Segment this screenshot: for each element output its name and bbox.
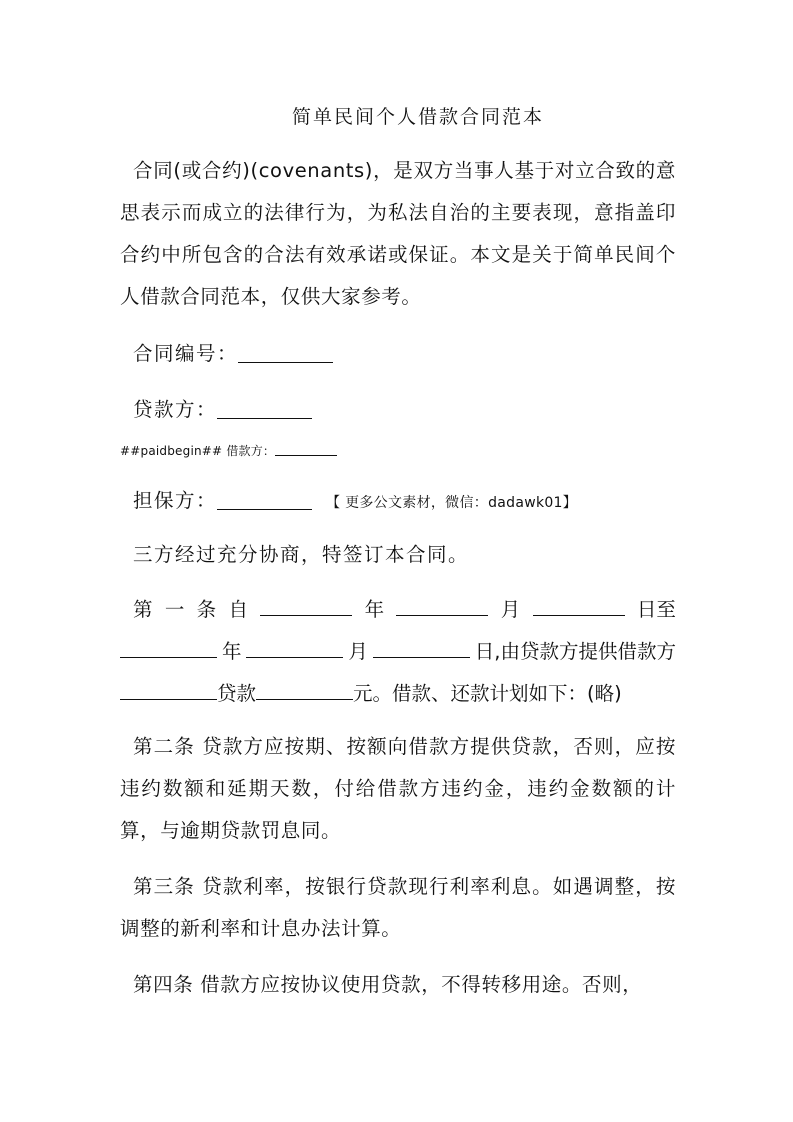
article-2: 第二条 贷款方应按期、按额向借款方提供贷款，否则，应按违约数额和延期天数，付给借款方违约金，违约金数额的计算，与逾期贷款罚息同。 [120, 735, 676, 842]
contract-number-line [133, 340, 333, 368]
article-1-word: 条 [196, 598, 217, 621]
lender-label: 贷款方： [133, 398, 218, 421]
article-1-blank [373, 637, 470, 658]
paid-marker: ##paidbegin## [120, 444, 223, 458]
article-1-row-3 [120, 678, 676, 706]
article-1-blank [533, 595, 625, 616]
promo-text: 【 更多公文素材，微信：dadawk01】 [326, 495, 578, 511]
article-1-loan: 贷款 [217, 682, 257, 705]
guarantor-blank [217, 489, 312, 510]
document-title: 简单民间个人借款合同范本 [291, 106, 544, 128]
article-1-year: 年 [364, 598, 385, 621]
article-1-blank [256, 679, 353, 700]
article-1-blank [260, 595, 352, 616]
article-1-row-1 [133, 594, 676, 622]
contract-number-blank [238, 342, 333, 363]
borrower-label: 借款方： [226, 444, 276, 458]
article-1-blank [120, 679, 217, 700]
article-1-blank [396, 595, 488, 616]
article-1-word: 第 [133, 598, 153, 621]
agreement-line: 三方经过充分协商，特签订本合同。 [133, 543, 470, 566]
article-1-day-to: 日至 [636, 598, 676, 621]
contract-number-label: 合同编号： [133, 342, 239, 365]
lender-blank [217, 398, 312, 419]
guarantor-line [133, 487, 577, 517]
article-1-blank [246, 637, 343, 658]
lender-line [133, 396, 312, 424]
article-1-yuan: 元。借款、还款计划如下：(略) [353, 682, 622, 705]
article-1-month-2: 月 [348, 640, 368, 663]
borrower-line [120, 442, 337, 460]
article-1-row-2 [120, 636, 676, 664]
guarantor-label: 担保方： [133, 489, 218, 512]
article-1-word: 自 [228, 598, 248, 621]
article-1-day-lender: 日,由贷款方提供借款方 [474, 640, 676, 663]
article-1-month: 月 [500, 598, 521, 621]
article-1-year-2: 年 [221, 640, 242, 663]
borrower-blank [275, 443, 337, 456]
article-1-word: 一 [164, 598, 185, 621]
article-3: 第三条 贷款利率，按银行贷款现行利率利息。如遇调整，按调整的新利率和计息办法计算。 [120, 875, 676, 940]
article-1-blank [120, 637, 217, 658]
article-4: 第四条 借款方应按协议使用贷款，不得转移用途。否则， [133, 973, 643, 996]
intro-paragraph: 合同(或合约)(covenants)，是双方当事人基于对立合致的意思表示而成立的法律行为，为私法自治的主要表现，意指盖印合约中所包含的合法有效承诺或保证。本文是关于简单民间个人借款合同范本，仅供大家参考。 [120, 159, 676, 308]
article-1 [120, 594, 676, 704]
